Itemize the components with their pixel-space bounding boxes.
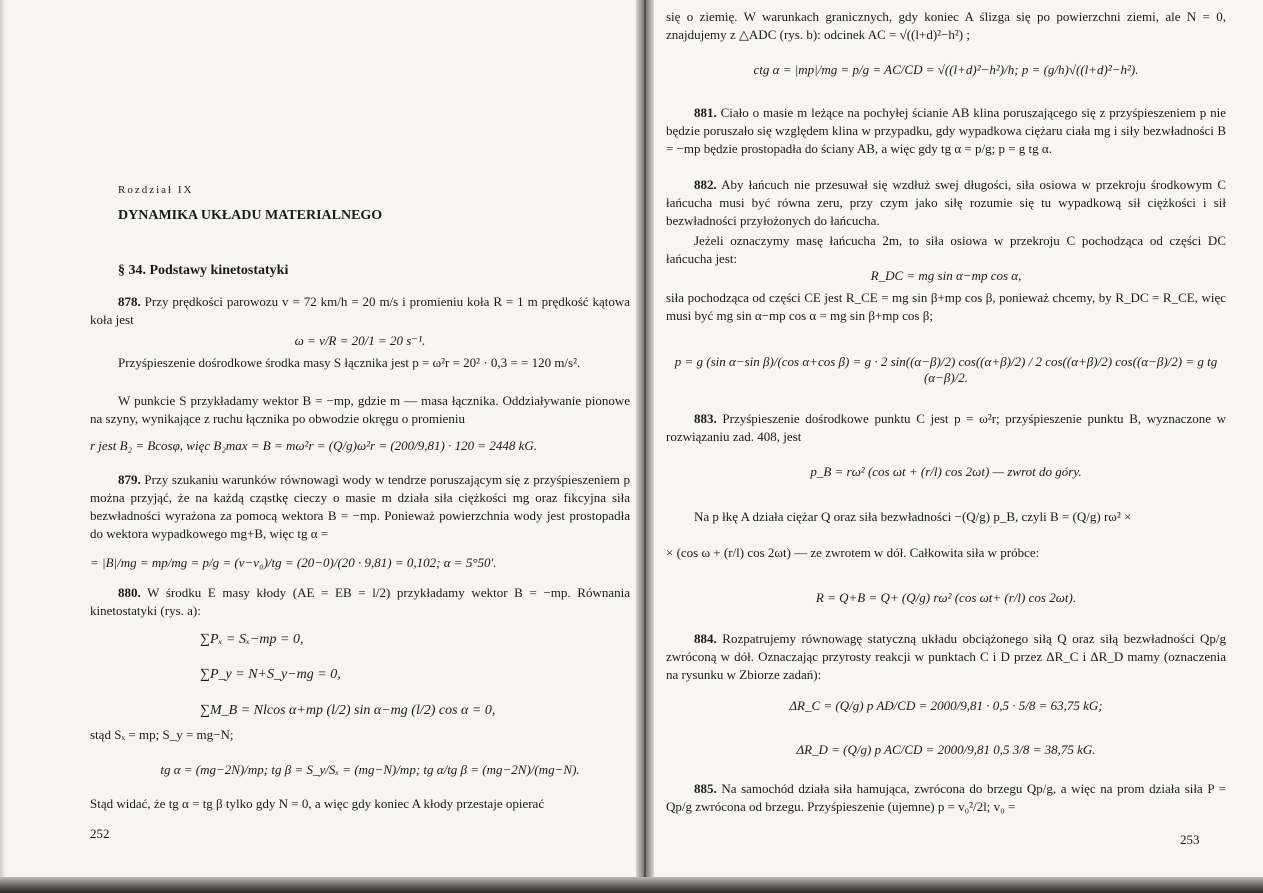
problem-number: 882. xyxy=(694,177,717,192)
equation: R_DC = mg sin α−mp cos α, xyxy=(870,268,1022,283)
page-number: 252 xyxy=(90,826,110,841)
paragraph xyxy=(666,289,1226,325)
equation: ∑Pₓ = Sₓ−mp = 0, xyxy=(200,632,304,647)
equation: r jest B₂ = Bcosφ, więc B₂max = B = mω²r = (Q/g)ω²r = (200/9,81) · 120 = 2448 kG. xyxy=(90,438,538,453)
scan-edge xyxy=(0,877,1263,893)
paragraph-text: Na p łkę A działa ciężar Q oraz siła bezwładności −(Q/g) p_B, czyli B = (Q/g) rω² × xyxy=(694,509,1132,524)
equation: = |B|/mg = mp/mg = p/g = (v−v₀)/tg = (20−0)/(20 · 9,81) = 0,102; α = 5°50′. xyxy=(90,555,497,570)
paragraph-text: siła pochodząca od części CE jest R_CE = mg sin β+mp cos β, ponieważ chcemy, by R_DC = R_CE, więc musi być mg sin α−mp cos α = mg sin β+mp cos β; xyxy=(666,290,1226,323)
problem-number: 884. xyxy=(694,631,717,646)
paragraph xyxy=(666,8,1226,44)
problem-number: 880. xyxy=(118,585,141,600)
problem-881 xyxy=(666,104,1226,158)
page-edge-shadow xyxy=(0,0,6,880)
paragraph xyxy=(90,795,630,813)
right-page xyxy=(650,0,1263,880)
problem-884 xyxy=(666,630,1226,684)
paragraph-text: Przyśpieszenie dośrodkowe punktu C jest p = ω²r; przyśpieszenie punktu B, wyznaczone w rozwiązaniu zad. 408, jest xyxy=(666,411,1227,444)
problem-number: 878. xyxy=(118,294,141,309)
paragraph xyxy=(666,232,1226,268)
problem-880 xyxy=(90,584,630,620)
problem-878 xyxy=(90,293,630,329)
paragraph-text: Jeżeli oznaczymy masę łańcucha 2m, to siła osiowa w przekroju C pochodząca od części DC łańcucha jest: xyxy=(666,233,1226,266)
problem-879 xyxy=(90,471,630,543)
paragraph-text: Ciało o masie m leżące na pochyłej ścianie AB klina poruszającego się z przyśpieszeniem p nie będzie poruszało się względem klina w przypadku, gdy wypadkowa ciężaru ciała mg i siły bezwładności B = −mp będzie prostopadła do ściany AB, a więc gdy tg α = p/g; p = g tg α. xyxy=(666,105,1226,156)
equation: tg α = (mg−2N)/mp; tg β = S_y/Sₓ = (mg−N)/mp; tg α/tg β = (mg−2N)/(mg−N). xyxy=(160,762,580,777)
page-number: 253 xyxy=(1180,832,1200,847)
equation: ΔR_C = (Q/g) p AD/CD = 2000/9,81 · 0,5 · 5/8 = 63,75 kG; xyxy=(789,698,1103,713)
paragraph-text: stąd Sₓ = mp; S_y = mg−N; xyxy=(90,727,234,742)
paragraph-text: W środku E masy kłody (AE = EB = l/2) przykładamy wektor B = −mp. Równania kinetostatyki (rys. a): xyxy=(90,585,630,618)
paragraph-text: się o ziemię. W warunkach granicznych, gdy koniec A ślizga się po powierzchni ziemi, ale N = 0, znajdujemy z △ADC (rys. b): odcinek AC = √((l+d)²−h²) ; xyxy=(666,9,1226,42)
equation: ctg α = |mp|/mg = p/g = AC/CD = √((l+d)²−h²)/h; p = (g/h)√((l+d)²−h²). xyxy=(753,62,1139,77)
problem-882 xyxy=(666,176,1226,230)
paragraph-text: W punkcie S przykładamy wektor B = −mp, gdzie m — masa łącznika. Oddziaływanie pionowe na szyny, wynikające z ruchu łącznika po obwodzie okręgu o promieniu xyxy=(90,393,630,426)
book-spine xyxy=(636,0,654,893)
paragraph-text: × (cos ω + (r/l) cos 2ωt) — ze zwrotem w dół. Całkowita siła w próbce: xyxy=(666,545,1040,560)
paragraph xyxy=(90,726,630,744)
paragraph xyxy=(666,544,1226,562)
problem-number: 881. xyxy=(694,105,717,120)
problem-number: 879. xyxy=(118,472,141,487)
equation: ∑M_B = Nlcos α+mp (l/2) sin α−mg (l/2) cos α = 0, xyxy=(200,703,496,718)
paragraph-text: Przyśpieszenie dośrodkowe środka masy S łącznika jest p = ω²r = 20² · 0,3 = = 120 m/s². xyxy=(118,355,581,370)
paragraph-text: Aby łańcuch nie przesuwał się wzdłuż swej długości, siła osiowa w przekroju środkowym C łańcucha musi być równa zeru, przy czym jako siłę rozumie się tu wypadkową sił ciężkości i sił bezwładności przyłożonych do łańcucha. xyxy=(666,177,1226,228)
paragraph xyxy=(666,508,1226,526)
paragraph-text: Przy szukaniu warunków równowagi wody w tendrze poruszającym się z przyśpieszeniem p można przyjąć, że na każdą cząstkę cieczy o masie m działa siła ciężkości mg oraz fikcyjna siła bezwładności wyrażona za pomocą wektora B = −mp. Ponieważ powierzchnia wody jest prostopadła do wektora wypadkowego mg+B, więc tg α = xyxy=(90,472,631,541)
equation: R = Q+B = Q+ (Q/g) rω² (cos ωt+ (r/l) cos 2ωt). xyxy=(815,590,1077,605)
section-title: § 34. Podstawy kinetostatyki xyxy=(118,263,289,278)
paragraph-text: Rozpatrujemy równowagę statyczną układu obciążonego siłą Q oraz siłą bezwładności Qp/g zwróconą w dół. Oznaczając przyrosty reakcji w punktach C i D przez ΔR_C i ΔR_D mamy (oznaczenia na rysunku w Zbiorze zadań): xyxy=(666,631,1227,682)
chapter-title: DYNAMIKA UKŁADU MATERIALNEGO xyxy=(118,208,383,223)
left-page xyxy=(0,0,640,880)
problem-number: 883. xyxy=(694,411,717,426)
equation: ∑P_y = N+S_y−mg = 0, xyxy=(200,667,341,682)
paragraph-text: Na samochód działa siła hamująca, zwrócona do brzegu Qp/g, a więc na prom działa siła P = Qp/g zwrócona od brzegu. Przyśpieszenie (ujemne) p = v₀²/2l; v₀ = xyxy=(666,781,1227,814)
equation: p_B = rω² (cos ωt + (r/l) cos 2ωt) — zwrot do góry. xyxy=(810,464,1082,479)
paragraph xyxy=(90,392,630,428)
chapter-label: Rozdział IX xyxy=(118,184,194,196)
paragraph xyxy=(90,354,630,372)
equation: ω = v/R = 20/1 = 20 s⁻¹. xyxy=(294,333,426,348)
paragraph-text: Stąd widać, że tg α = tg β tylko gdy N = 0, a więc gdy koniec A kłody przestaje opierać xyxy=(90,796,545,811)
paragraph-text: Przy prędkości parowozu v = 72 km/h = 20 m/s i promieniu koła R = 1 m prędkość kątowa koła jest xyxy=(90,294,630,327)
equation: p = g (sin α−sin β)/(cos α+cos β) = g · 2 sin((α−β)/2) cos((α+β)/2) / 2 cos((α+β)/2) cos((α−β)/2) = g tg (α−β)/2. xyxy=(674,354,1218,385)
equation: ΔR_D = (Q/g) p AC/CD = 2000/9,81 0,5 3/8 = 38,75 kG. xyxy=(796,742,1096,757)
problem-number: 885. xyxy=(694,781,717,796)
problem-885 xyxy=(666,780,1226,816)
problem-883 xyxy=(666,410,1226,446)
